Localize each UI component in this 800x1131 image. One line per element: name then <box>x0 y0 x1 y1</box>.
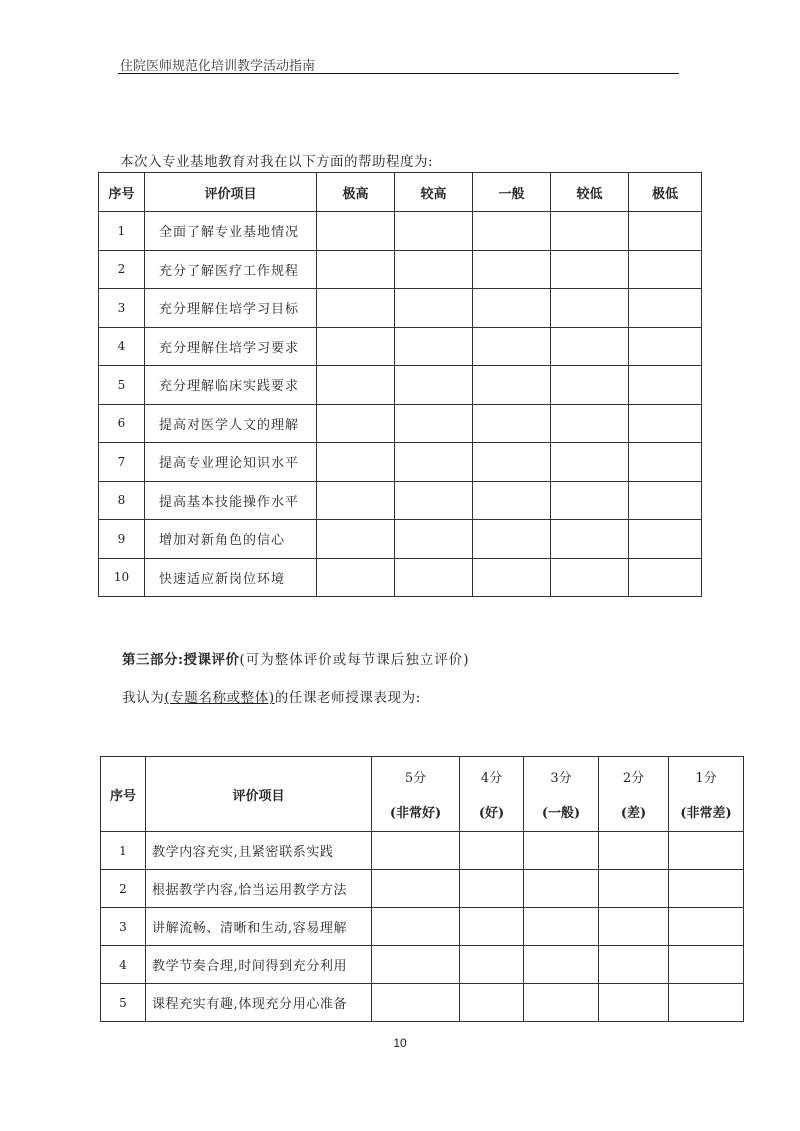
rating-cell[interactable] <box>599 908 669 946</box>
column-header-very-high: 极高 <box>317 173 395 212</box>
help-intro-text: 本次入专业基地教育对我在以下方面的帮助程度为: <box>120 154 434 170</box>
statement-topic-blank[interactable]: (专题名称或整体) <box>164 690 275 706</box>
rating-cell[interactable] <box>473 404 551 443</box>
row-number: 2 <box>99 250 145 289</box>
table-row <box>99 443 702 482</box>
rating-cell[interactable] <box>551 520 629 559</box>
rating-cell[interactable] <box>395 558 473 597</box>
evaluation-item: 教学内容充实,且紧密联系实践 <box>146 832 372 870</box>
rating-cell[interactable] <box>460 908 524 946</box>
row-number: 1 <box>101 832 146 870</box>
evaluation-item: 教学节奏合理,时间得到充分利用 <box>146 946 372 984</box>
rating-cell[interactable] <box>372 908 460 946</box>
statement-suffix: 的任课老师授课表现为: <box>274 690 421 706</box>
rating-cell[interactable] <box>473 481 551 520</box>
evaluation-item: 快速适应新岗位环境 <box>145 558 317 597</box>
rating-cell[interactable] <box>629 481 702 520</box>
rating-cell[interactable] <box>395 212 473 251</box>
evaluation-item: 根据教学内容,恰当运用教学方法 <box>146 870 372 908</box>
score-label: 1分 <box>695 771 717 786</box>
evaluation-item: 增加对新角色的信心 <box>145 520 317 559</box>
row-number: 4 <box>101 946 146 984</box>
score-label: 5分 <box>404 771 427 786</box>
row-number: 3 <box>101 908 146 946</box>
table-row <box>99 327 702 366</box>
table-row <box>99 212 702 251</box>
table-row <box>99 558 702 597</box>
row-number: 10 <box>99 558 145 597</box>
row-number: 9 <box>99 520 145 559</box>
column-header-very-low: 极低 <box>629 173 702 212</box>
page-header-title: 住院医师规范化培训教学活动指南 <box>120 59 316 74</box>
rating-cell[interactable] <box>317 327 395 366</box>
rating-cell[interactable] <box>317 404 395 443</box>
table-row <box>99 250 702 289</box>
column-header-score-2 <box>599 757 669 832</box>
rating-cell[interactable] <box>473 520 551 559</box>
rating-cell[interactable] <box>551 250 629 289</box>
evaluation-item: 充分理解住培学习目标 <box>145 289 317 328</box>
table-header-row <box>99 173 702 212</box>
rating-cell[interactable] <box>524 984 599 1022</box>
rating-cell[interactable] <box>395 443 473 482</box>
rating-cell[interactable] <box>372 946 460 984</box>
score-label: 3分 <box>550 771 572 786</box>
rating-cell[interactable] <box>460 984 524 1022</box>
rating-cell[interactable] <box>317 366 395 405</box>
column-header-item: 评价项目 <box>145 173 317 212</box>
table-row <box>99 289 702 328</box>
rating-cell[interactable] <box>629 558 702 597</box>
evaluation-item: 提高对医学人文的理解 <box>145 404 317 443</box>
rating-cell[interactable] <box>629 520 702 559</box>
column-header-item: 评价项目 <box>146 757 372 832</box>
column-header-score-1 <box>669 757 744 832</box>
rating-cell[interactable] <box>551 327 629 366</box>
rating-cell[interactable] <box>524 946 599 984</box>
row-number: 1 <box>99 212 145 251</box>
evaluation-item: 充分理解临床实践要求 <box>145 366 317 405</box>
header-rule <box>118 73 679 74</box>
rating-cell[interactable] <box>460 870 524 908</box>
score-description: (差) <box>620 806 647 821</box>
rating-cell[interactable] <box>669 870 744 908</box>
score-label: 2分 <box>622 771 645 786</box>
rating-cell[interactable] <box>629 250 702 289</box>
rating-cell[interactable] <box>473 443 551 482</box>
rating-cell[interactable] <box>395 520 473 559</box>
rating-cell[interactable] <box>460 832 524 870</box>
rating-cell[interactable] <box>395 366 473 405</box>
section3-note: (可为整体评价或每节课后独立评价) <box>239 652 470 668</box>
rating-cell[interactable] <box>629 327 702 366</box>
rating-cell[interactable] <box>317 250 395 289</box>
rating-cell[interactable] <box>395 289 473 328</box>
rating-cell[interactable] <box>473 250 551 289</box>
column-header-score-5 <box>372 757 460 832</box>
teaching-evaluation-table <box>100 756 744 1022</box>
rating-cell[interactable] <box>599 832 669 870</box>
rating-cell[interactable] <box>629 443 702 482</box>
rating-cell[interactable] <box>551 212 629 251</box>
rating-cell[interactable] <box>372 870 460 908</box>
rating-cell[interactable] <box>317 212 395 251</box>
column-header-score-3 <box>524 757 599 832</box>
evaluation-item: 讲解流畅、清晰和生动,容易理解 <box>146 908 372 946</box>
rating-cell[interactable] <box>460 946 524 984</box>
row-number: 2 <box>101 870 146 908</box>
column-header-average: 一般 <box>473 173 551 212</box>
rating-cell[interactable] <box>669 908 744 946</box>
rating-cell[interactable] <box>629 212 702 251</box>
rating-cell[interactable] <box>473 212 551 251</box>
rating-cell[interactable] <box>599 870 669 908</box>
column-header-score-4 <box>460 757 524 832</box>
page-number: 10 <box>393 1036 407 1050</box>
rating-cell[interactable] <box>317 481 395 520</box>
section3-heading-line <box>122 648 470 668</box>
score-description: (好) <box>478 806 505 821</box>
row-number: 7 <box>99 443 145 482</box>
table-row <box>99 404 702 443</box>
evaluation-item: 充分理解住培学习要求 <box>145 327 317 366</box>
table-row <box>101 870 744 908</box>
evaluation-item: 提高基本技能操作水平 <box>145 481 317 520</box>
table-row <box>101 984 744 1022</box>
rating-cell[interactable] <box>551 404 629 443</box>
score-description: (非常好) <box>389 806 442 821</box>
rating-cell[interactable] <box>669 832 744 870</box>
rating-cell[interactable] <box>473 366 551 405</box>
rating-cell[interactable] <box>551 443 629 482</box>
rating-cell[interactable] <box>372 832 460 870</box>
rating-cell[interactable] <box>317 558 395 597</box>
rating-cell[interactable] <box>317 520 395 559</box>
row-number: 8 <box>99 481 145 520</box>
table-header-row <box>101 757 744 832</box>
rating-cell[interactable] <box>629 366 702 405</box>
rating-cell[interactable] <box>551 289 629 328</box>
rating-cell[interactable] <box>317 289 395 328</box>
score-label: 4分 <box>480 771 503 786</box>
table-row <box>101 946 744 984</box>
column-header-high: 较高 <box>395 173 473 212</box>
column-header-low: 较低 <box>551 173 629 212</box>
evaluation-item: 提高专业理论知识水平 <box>145 443 317 482</box>
score-description: (非常差) <box>680 806 732 821</box>
rating-cell[interactable] <box>372 984 460 1022</box>
evaluation-item: 课程充实有趣,体现充分用心准备 <box>146 984 372 1022</box>
teacher-statement <box>122 686 421 706</box>
rating-cell[interactable] <box>524 870 599 908</box>
row-number: 6 <box>99 404 145 443</box>
row-number: 3 <box>99 289 145 328</box>
rating-cell[interactable] <box>395 327 473 366</box>
column-header-no: 序号 <box>101 757 146 832</box>
rating-cell[interactable] <box>599 984 669 1022</box>
rating-cell[interactable] <box>551 558 629 597</box>
rating-cell[interactable] <box>395 250 473 289</box>
evaluation-item: 全面了解专业基地情况 <box>145 212 317 251</box>
rating-cell[interactable] <box>473 289 551 328</box>
section3-heading: 第三部分:授课评价 <box>122 652 240 668</box>
rating-cell[interactable] <box>629 404 702 443</box>
column-header-no: 序号 <box>99 173 145 212</box>
rating-cell[interactable] <box>669 946 744 984</box>
rating-cell[interactable] <box>551 366 629 405</box>
table-row <box>99 520 702 559</box>
rating-cell[interactable] <box>473 558 551 597</box>
rating-cell[interactable] <box>524 908 599 946</box>
evaluation-item: 充分了解医疗工作规程 <box>145 250 317 289</box>
row-number: 5 <box>101 984 146 1022</box>
row-number: 5 <box>99 366 145 405</box>
rating-cell[interactable] <box>629 289 702 328</box>
table-row <box>101 832 744 870</box>
rating-cell[interactable] <box>551 481 629 520</box>
table-row <box>99 366 702 405</box>
table-row <box>99 481 702 520</box>
rating-cell[interactable] <box>317 443 395 482</box>
rating-cell[interactable] <box>524 832 599 870</box>
rating-cell[interactable] <box>669 984 744 1022</box>
rating-cell[interactable] <box>599 946 669 984</box>
row-number: 4 <box>99 327 145 366</box>
rating-cell[interactable] <box>395 404 473 443</box>
statement-prefix: 我认为 <box>122 690 165 706</box>
help-degree-table <box>98 172 702 597</box>
score-description: (一般) <box>541 806 581 821</box>
table-row <box>101 908 744 946</box>
rating-cell[interactable] <box>395 481 473 520</box>
rating-cell[interactable] <box>473 327 551 366</box>
